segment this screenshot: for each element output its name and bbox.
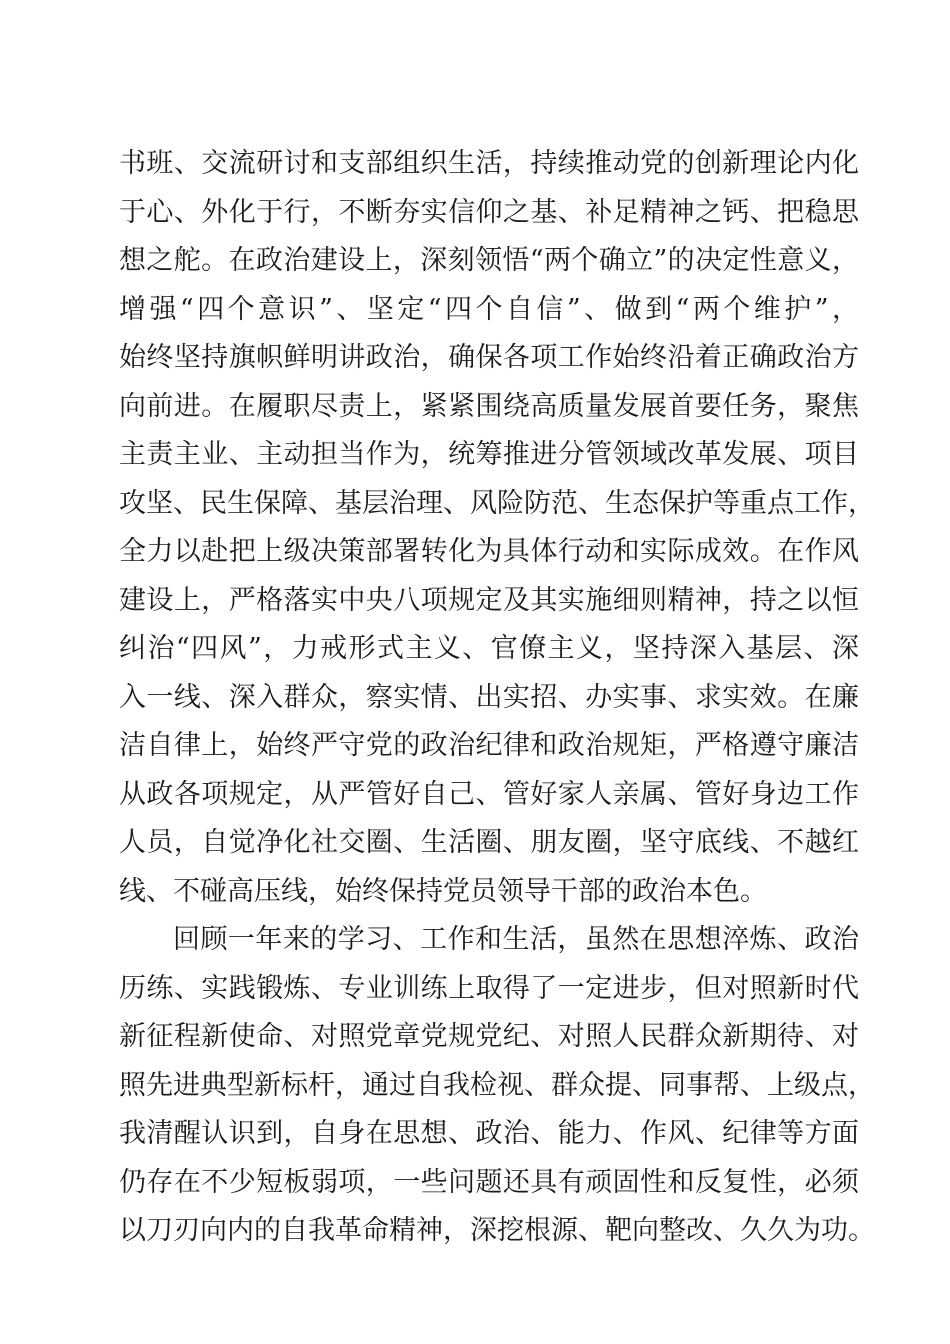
text-line: 书班、交流研讨和支部组织生活，持续推动党的创新理论内化 (119, 148, 859, 179)
text-line: 从政各项规定，从严管好自己、管好家人亲属、管好身边工作 (119, 778, 859, 810)
text-line: 回顾一年来的学习、工作和生活，虽然在思想淬炼、政治 (173, 924, 859, 955)
text-line: 想之舵。在政治建设上，深刻领悟“两个确立”的决定性意义， (119, 245, 859, 276)
text-line: 向前进。在履职尽责上，紧紧围绕高质量发展首要任务，聚焦 (119, 390, 859, 422)
text-line: 洁自律上，始终严守党的政治纪律和政治规矩，严格遵守廉洁 (119, 730, 859, 761)
text-line: 攻坚、民生保障、基层治理、风险防范、生态保护等重点工作， (119, 487, 875, 519)
paragraph-1 (119, 140, 875, 916)
text-line: 纠治“四风”，力戒形式主义、官僚主义，坚持深入基层、深 (119, 633, 859, 664)
text-line: 仍存在不少短板弱项，一些问题还具有顽固性和反复性，必须 (119, 1166, 859, 1198)
paragraph-2 (119, 916, 875, 1256)
text-line: 新征程新使命、对照党章党规党纪、对照人民群众新期待、对 (119, 1021, 859, 1052)
text-line: 照先进典型新标杆，通过自我检视、群众提、同事帮、上级点， (119, 1069, 875, 1101)
text-line: 增强“四个意识”、坚定“四个自信”、做到“两个维护”， (119, 293, 859, 325)
text-line: 人员，自觉净化社交圈、生活圈、朋友圈，坚守底线、不越红 (119, 827, 859, 858)
text-line: 主责主业、主动担当作为，统筹推进分管领域改革发展、项目 (119, 439, 859, 470)
text-line: 始终坚持旗帜鲜明讲政治，确保各项工作始终沿着正确政治方 (119, 342, 859, 373)
text-line: 线、不碰高压线，始终保持党员领导干部的政治本色。 (119, 875, 767, 907)
text-line: 历练、实践锻炼、专业训练上取得了一定进步，但对照新时代 (119, 972, 859, 1004)
text-line: 全力以赴把上级决策部署转化为具体行动和实际成效。在作风 (119, 536, 859, 567)
text-line: 建设上，严格落实中央八项规定及其实施细则精神，持之以恒 (119, 584, 859, 616)
text-line: 入一线、深入群众，察实情、出实招、办实事、求实效。在廉 (119, 681, 859, 713)
text-line: 以刀刃向内的自我革命精神，深挖根源、靶向整改、久久为功。 (119, 1215, 875, 1246)
text-line: 我清醒认识到，自身在思想、政治、能力、作风、纪律等方面 (119, 1118, 859, 1149)
text-line: 于心、外化于行，不断夯实信仰之基、补足精神之钙、把稳思 (119, 196, 859, 228)
document-body (119, 140, 875, 1256)
